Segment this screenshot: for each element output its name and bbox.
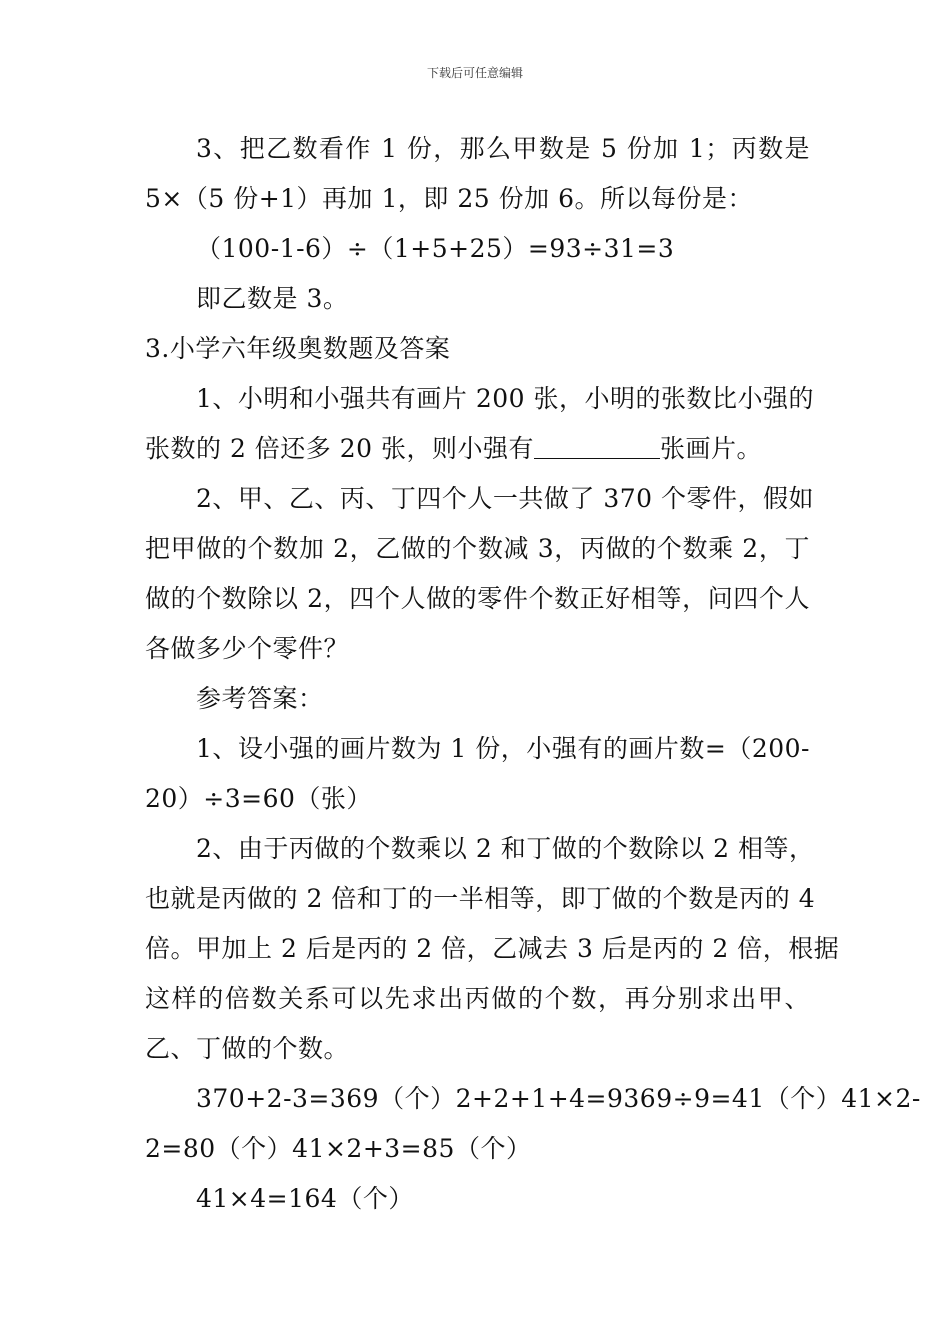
calculation-line: 370+2-3=369（个）2+2+1+4=9369÷9=41（个）41×2- <box>196 1084 921 1113</box>
formula-line: （100-1-6）÷（1+5+25）=93÷31=3 <box>196 234 675 263</box>
question-line <box>145 434 810 464</box>
question-text: 张画片。 <box>660 434 763 463</box>
answer-line: 2、由于丙做的个数乘以 2 和丁做的个数除以 2 相等， <box>196 834 815 863</box>
paragraph-line: 3、把乙数看作 1 份，那么甲数是 5 份加 1；丙数是 <box>196 134 810 163</box>
section-heading: 3.小学六年级奥数题及答案 <box>145 334 451 363</box>
paragraph-line: 即乙数是 3。 <box>196 284 349 313</box>
answer-line: 20）÷3=60（张） <box>145 784 372 813</box>
answer-line: 1、设小强的画片数为 1 份，小强有的画片数=（200- <box>196 734 810 763</box>
question-line: 把甲做的个数加 2，乙做的个数减 3，丙做的个数乘 2，丁 <box>145 534 810 563</box>
calculation-line: 41×4=164（个） <box>196 1184 414 1213</box>
answer-line: 也就是丙做的 2 倍和丁的一半相等，即丁做的个数是丙的 4 <box>145 884 816 913</box>
answer-heading: 参考答案： <box>196 684 324 713</box>
page-header: 下载后可任意编辑 <box>426 66 523 80</box>
question-line: 2、甲、乙、丙、丁四个人一共做了 370 个零件，假如 <box>196 484 815 513</box>
question-line: 各做多少个零件？ <box>145 634 350 663</box>
answer-blank <box>534 434 660 459</box>
paragraph-line: 5×（5 份+1）再加 1，即 25 份加 6。所以每份是： <box>145 184 753 213</box>
question-line: 做的个数除以 2，四个人做的零件个数正好相等，问四个人 <box>145 584 810 613</box>
answer-line: 倍。甲加上 2 后是丙的 2 倍，乙减去 3 后是丙的 2 倍，根据 <box>145 934 840 963</box>
calculation-line: 2=80（个）41×2+3=85（个） <box>145 1134 532 1163</box>
question-text: 张数的 2 倍还多 20 张，则小强有 <box>145 434 535 463</box>
answer-line: 乙、丁做的个数。 <box>145 1034 350 1063</box>
answer-line: 这样的倍数关系可以先求出丙做的个数，再分别求出甲、 <box>145 984 810 1013</box>
question-line: 1、小明和小强共有画片 200 张，小明的张数比小强的 <box>196 384 815 413</box>
